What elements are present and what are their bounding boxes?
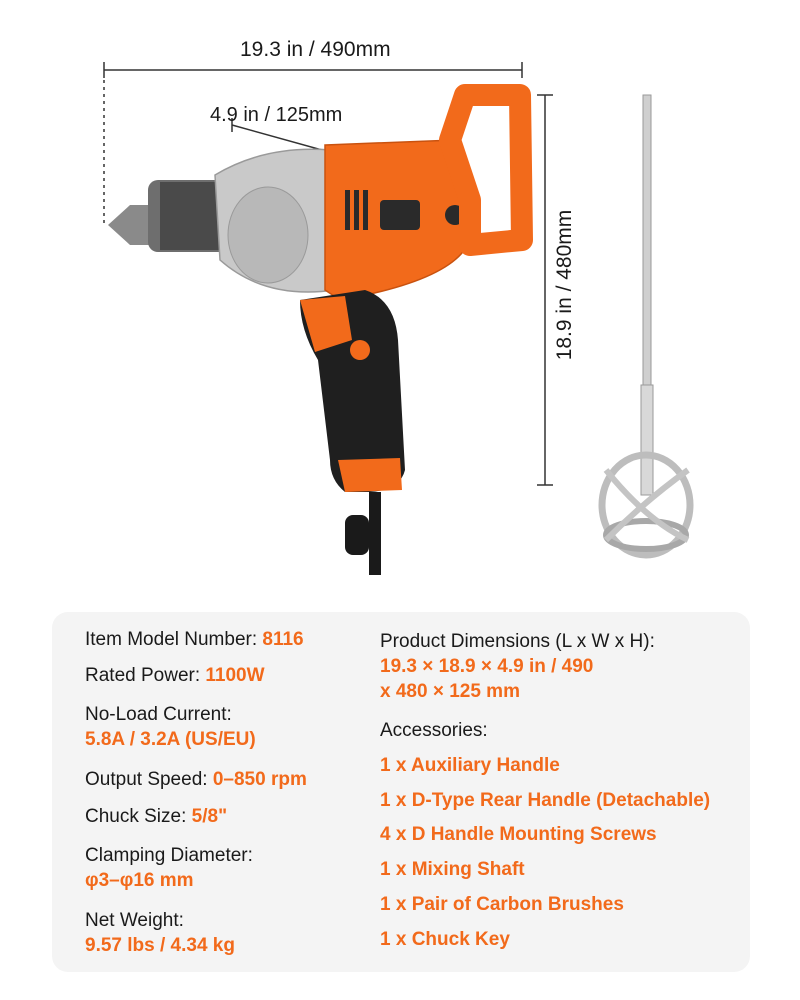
spec-product-dimensions	[380, 629, 655, 704]
spec-value: 9.57 lbs / 4.34 kg	[85, 935, 235, 956]
accessories-heading: Accessories:	[380, 720, 488, 741]
accessory-item: 1 x Pair of Carbon Brushes	[380, 894, 624, 915]
accessory-item: 1 x Auxiliary Handle	[380, 755, 560, 776]
spec-label: Output Speed:	[85, 769, 213, 790]
spec-label: Item Model Number:	[85, 629, 263, 650]
spec-label: No-Load Current:	[85, 704, 232, 725]
spec-model-number	[85, 627, 304, 652]
drill-body	[108, 95, 522, 575]
spec-no-load-current	[85, 702, 256, 752]
specifications-card	[52, 612, 750, 972]
spec-value: 8116	[262, 629, 304, 650]
spec-label: Clamping Diameter:	[85, 845, 253, 866]
spec-output-speed	[85, 767, 307, 792]
spec-value-line1: 19.3 × 18.9 × 4.9 in / 490	[380, 656, 594, 677]
mixing-shaft	[602, 95, 690, 555]
spec-clamping-diameter	[85, 843, 253, 893]
spec-value: 1100W	[205, 665, 265, 686]
spec-value: φ3–φ16 mm	[85, 870, 194, 891]
spec-label: Chuck Size:	[85, 806, 192, 827]
spec-rated-power	[85, 663, 265, 688]
accessory-item: 1 x D-Type Rear Handle (Detachable)	[380, 790, 711, 811]
spec-value-line2: x 480 × 125 mm	[380, 681, 520, 702]
spec-value: 0–850 rpm	[212, 769, 307, 790]
accessory-item: 4 x D Handle Mounting Screws	[380, 824, 657, 845]
spec-label: Product Dimensions (L x W x H):	[380, 631, 655, 652]
spec-chuck-size	[85, 804, 227, 829]
spec-value: 5.8A / 3.2A (US/EU)	[85, 729, 256, 750]
height-dimension-label: 18.9 in / 480mm	[553, 209, 576, 361]
height-dimension-line	[537, 95, 553, 485]
spec-label: Net Weight:	[85, 910, 184, 931]
accessory-item: 1 x Mixing Shaft	[380, 859, 525, 880]
depth-dimension-label: 4.9 in / 125mm	[210, 104, 343, 126]
spec-net-weight	[85, 908, 235, 958]
spec-value: 5/8"	[191, 806, 228, 827]
width-dimension-label: 19.3 in / 490mm	[240, 38, 391, 61]
accessory-item: 1 x Chuck Key	[380, 929, 510, 950]
spec-label: Rated Power:	[85, 665, 206, 686]
